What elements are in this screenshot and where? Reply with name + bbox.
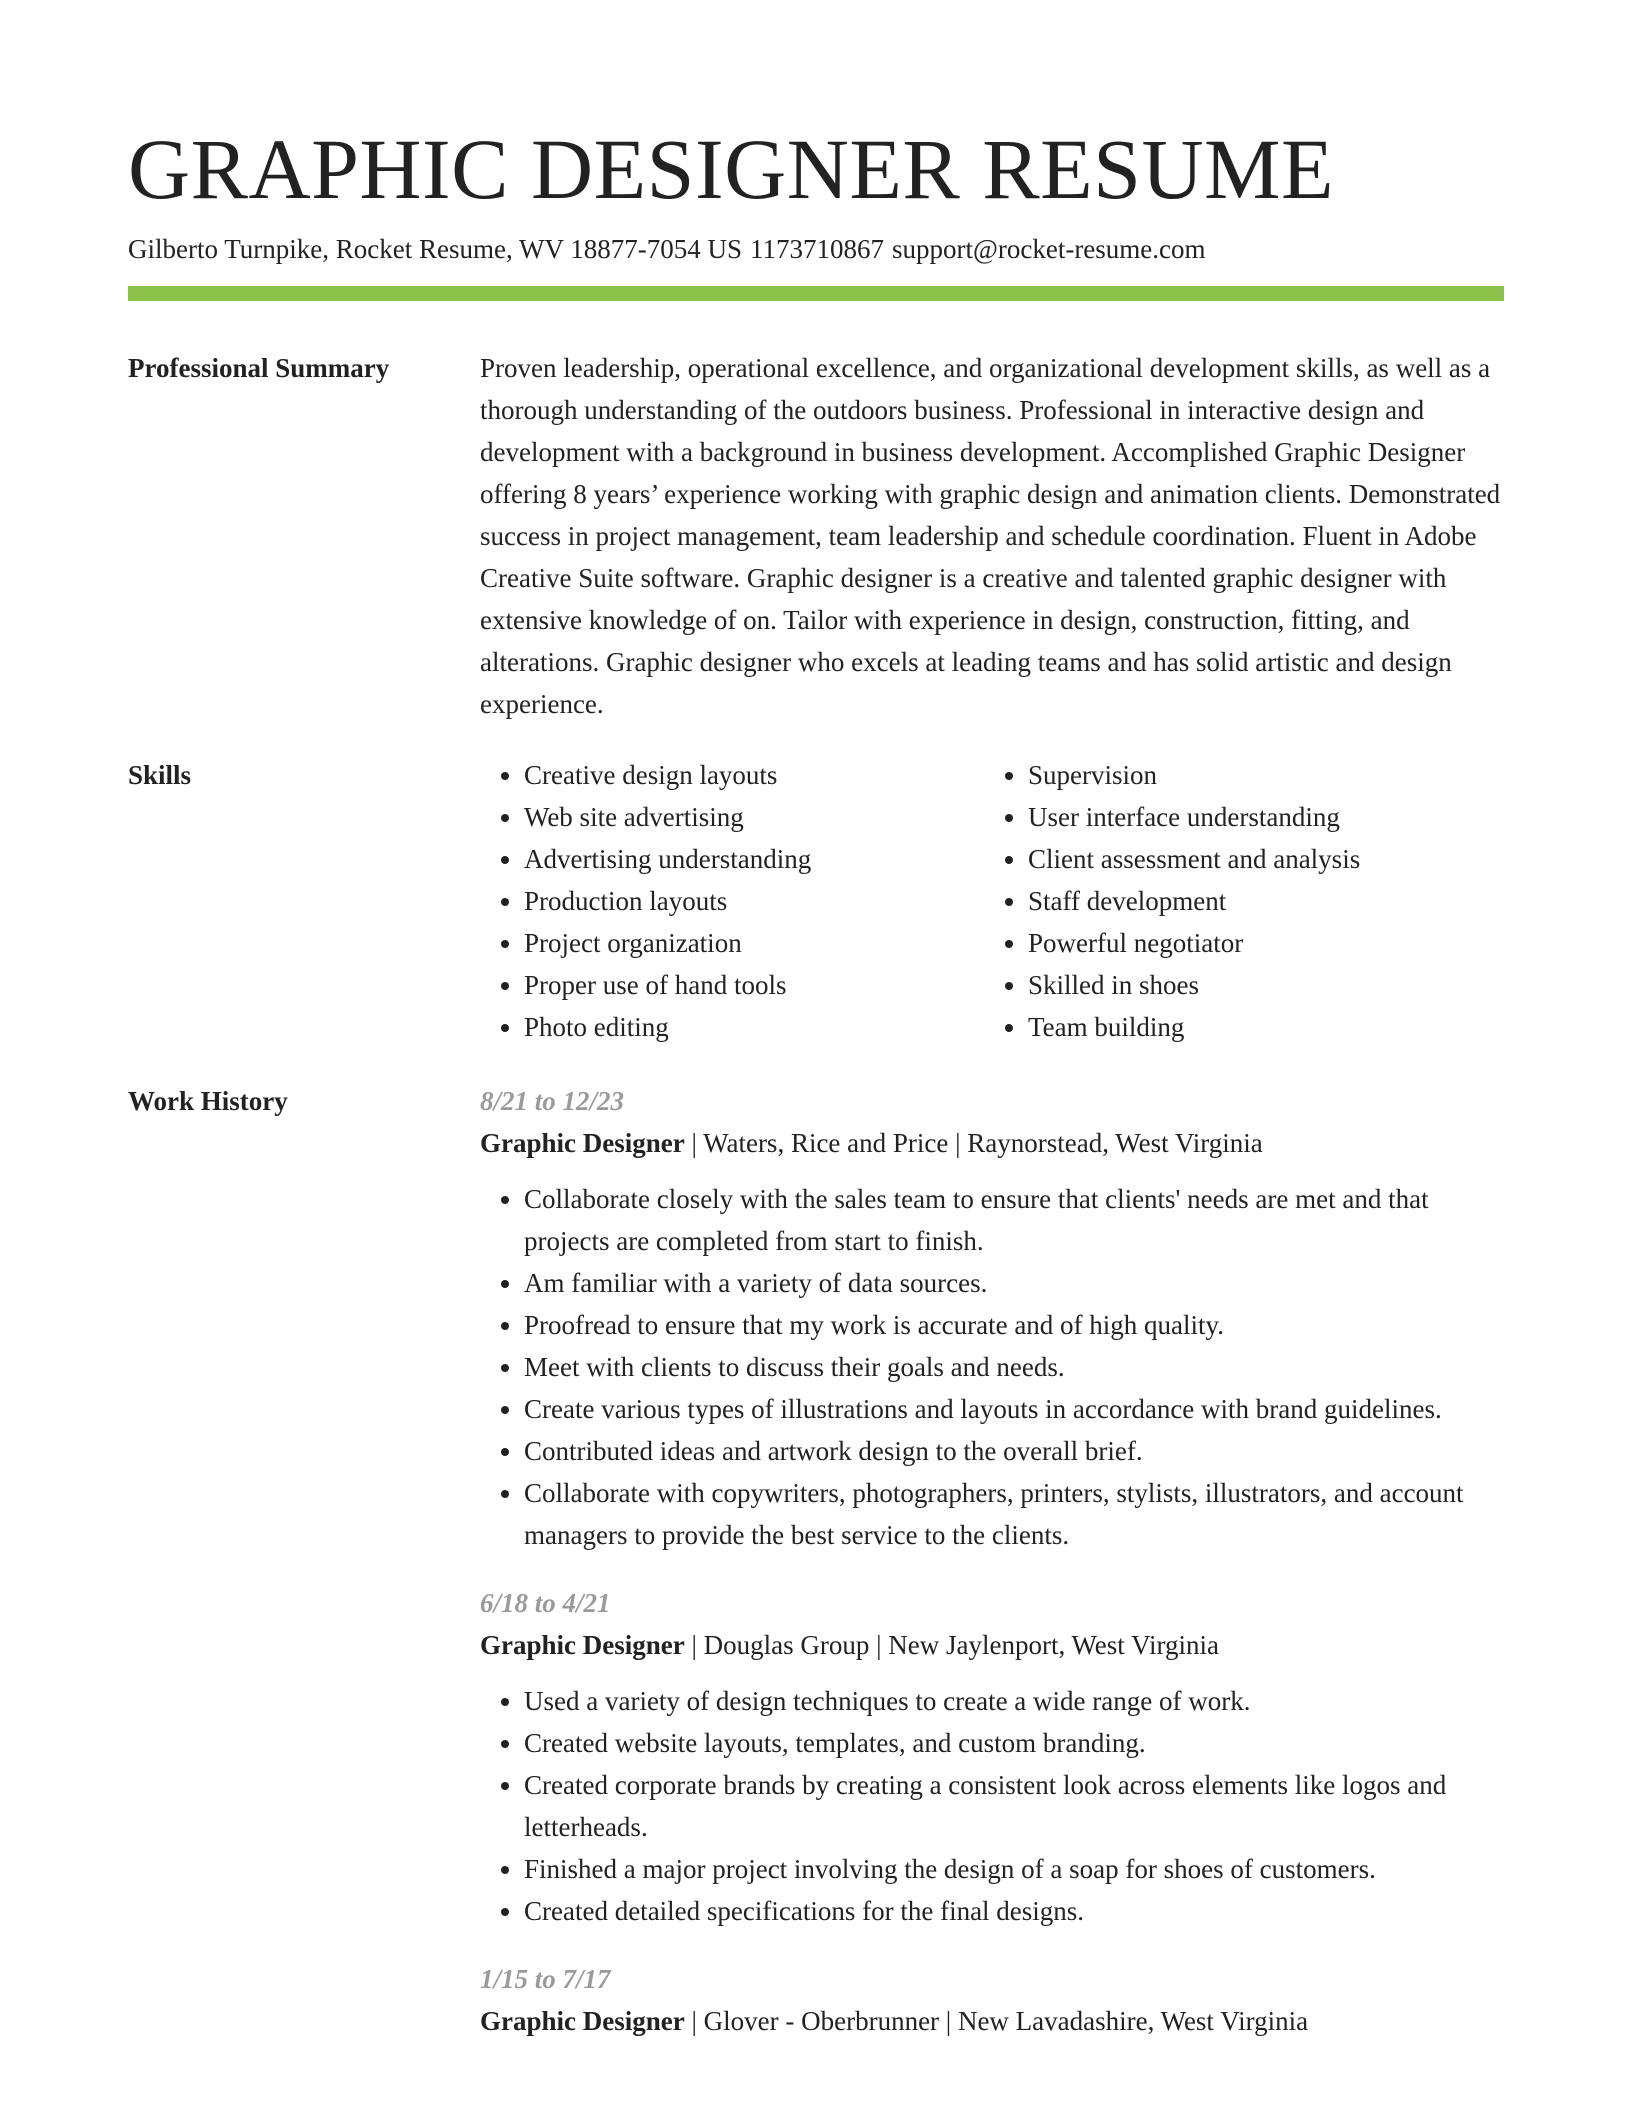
job-entry	[480, 1080, 1504, 1556]
work-history-section	[128, 1080, 1504, 2112]
skill-item: • Proper use of hand tools	[524, 964, 984, 1006]
skill-item: • Production layouts	[524, 880, 984, 922]
job-bullet: • Meet with clients to discuss their goals and needs.	[524, 1346, 1504, 1388]
accent-divider	[128, 286, 1504, 301]
job-title-line	[480, 1122, 1504, 1164]
skill-item: • Client assessment and analysis	[1028, 838, 1488, 880]
contact-address: Gilberto Turnpike, Rocket Resume, WV 18877-7054 US	[128, 234, 742, 264]
summary-heading: Professional Summary	[128, 353, 390, 383]
job-details: | Douglas Group | New Jaylenport, West Virginia	[684, 1630, 1219, 1660]
skill-item: • Creative design layouts	[524, 754, 984, 796]
job-bullets	[480, 1178, 1504, 1556]
job-title-line	[480, 2000, 1504, 2042]
resume-title: GRAPHIC DESIGNER RESUME	[128, 121, 1335, 217]
skills-list-right	[984, 754, 1488, 1048]
job-bullet: • Created corporate brands by creating a consistent look across elements like logos and letterheads.	[524, 1764, 1504, 1848]
job-title: Graphic Designer	[480, 2006, 685, 2036]
skill-item: • Team building	[1028, 1006, 1488, 1048]
job-bullet: • Am familiar with a variety of data sources.	[524, 1262, 1504, 1304]
job-bullet: • Finished a major project involving the design of a soap for shoes of customers.	[524, 1848, 1504, 1890]
job-bullet: • Proofread to ensure that my work is accurate and of high quality.	[524, 1304, 1504, 1346]
skill-item: • Staff development	[1028, 880, 1488, 922]
job-title: Graphic Designer	[480, 1128, 685, 1158]
job-dates: 6/18 to 4/21	[480, 1588, 611, 1618]
job-bullet: • Created website layouts, templates, and custom branding.	[524, 1722, 1504, 1764]
work-history-body	[480, 1080, 1504, 2068]
summary-body	[480, 347, 1504, 725]
skill-item: • Project organization	[524, 922, 984, 964]
skill-item: • User interface understanding	[1028, 796, 1488, 838]
contact-line	[128, 232, 1214, 266]
job-bullet: • Collaborate closely with the sales team to ensure that clients' needs are met and that projects are completed from start to finish.	[524, 1178, 1504, 1262]
summary-section	[128, 347, 1504, 767]
skills-list-left	[480, 754, 984, 1048]
skill-item: • Advertising understanding	[524, 838, 984, 880]
job-entry	[480, 1582, 1504, 1932]
skills-heading: Skills	[128, 760, 192, 790]
job-title-line	[480, 1624, 1504, 1666]
job-bullet: • Create various types of illustrations and layouts in accordance with brand guidelines.	[524, 1388, 1504, 1430]
skill-item: • Powerful negotiator	[1028, 922, 1488, 964]
job-bullet: • Collaborate with copywriters, photographers, printers, stylists, illustrators, and account managers to provide the best service to the clients.	[524, 1472, 1504, 1556]
skill-item: • Supervision	[1028, 754, 1488, 796]
contact-phone: 1173710867	[750, 234, 884, 264]
work-history-heading: Work History	[128, 1086, 288, 1116]
summary-text: Proven leadership, operational excellence, and organizational development skills, as well as a thorough understanding of the outdoors business. Professional in interactive design and development with a background in business development. Accomplished Graphic Designer offering 8 years’ experience working with graphic design and animation clients. Demonstrated success in project management, team leadership and schedule coordination. Fluent in Adobe Creative Suite software. Graphic designer is a creative and talented graphic designer with extensive knowledge of on. Tailor with experience in design, construction, fitting, and alterations. Graphic designer who excels at leading teams and has solid artistic and design experience.	[480, 353, 1501, 719]
contact-email: support@rocket-resume.com	[892, 234, 1206, 264]
job-entry	[480, 1958, 1504, 2042]
skill-item: • Photo editing	[524, 1006, 984, 1048]
job-bullet: • Created detailed specifications for the final designs.	[524, 1890, 1504, 1932]
job-dates: 8/21 to 12/23	[480, 1086, 625, 1116]
job-title: Graphic Designer	[480, 1630, 685, 1660]
job-dates: 1/15 to 7/17	[480, 1964, 611, 1994]
skills-body	[480, 754, 1504, 1048]
job-bullets	[480, 1680, 1504, 1932]
job-bullet: • Contributed ideas and artwork design to the overall brief.	[524, 1430, 1504, 1472]
job-details: | Waters, Rice and Price | Raynorstead, West Virginia	[684, 1128, 1263, 1158]
skills-columns	[480, 754, 1504, 1048]
job-bullet: • Used a variety of design techniques to create a wide range of work.	[524, 1680, 1504, 1722]
skills-section	[128, 754, 1504, 1054]
skill-item: • Skilled in shoes	[1028, 964, 1488, 1006]
skill-item: • Web site advertising	[524, 796, 984, 838]
job-details: | Glover - Oberbrunner | New Lavadashire, West Virginia	[684, 2006, 1309, 2036]
